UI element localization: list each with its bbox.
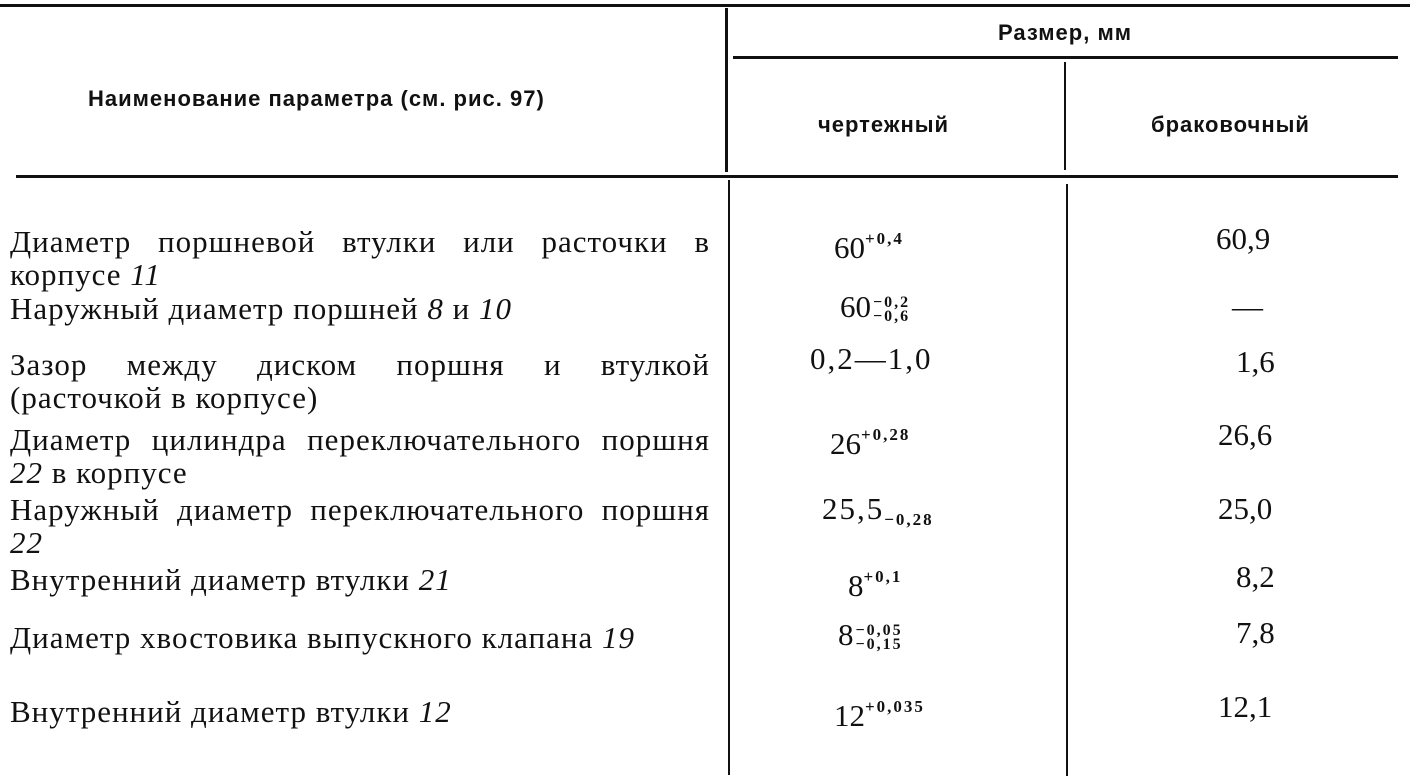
size-group-rule [733, 56, 1398, 59]
table-row-reject: 12,1 [1218, 689, 1273, 724]
table-row-reject: 1,6 [1236, 344, 1275, 379]
table-row-reject: 60,9 [1216, 221, 1271, 256]
table-row-param: Диаметр цилиндра переключательного поршня 22 в корпусе [10, 422, 710, 490]
table-row-param: Внутренний диаметр втулки 12 [10, 694, 452, 729]
table-row-param: Диаметр поршневой втулки или расточки в корпусе 11 [10, 224, 710, 292]
table-row-drawing: 0,2—1,0 [810, 341, 933, 376]
column-divider-left-body [728, 180, 730, 775]
table-row-drawing: $60^{+0,4}$ [834, 229, 904, 265]
table-row-drawing: $12^{+0,035}$ [834, 697, 925, 733]
param-column-header: Наименование параметра (см. рис. 97) [88, 86, 545, 111]
top-rule [0, 4, 1410, 7]
header-bottom-rule [16, 175, 1398, 178]
table-row-param: Наружный диаметр поршней 8 и 10 [10, 291, 512, 326]
table-row-param: Наружный диаметр переключательного поршня 22 [10, 492, 710, 560]
table-row-drawing: 8 −0,05 −0,15 [838, 617, 903, 653]
size-group-header: Размер, мм [998, 20, 1132, 45]
table-row-param: Зазор между диском поршня и втулкой (расточкой в корпусе) [10, 347, 710, 415]
table-row-drawing: 60 −0,2 −0,6 [840, 289, 911, 325]
column-divider-left [725, 8, 728, 172]
column-divider-right [1064, 62, 1066, 170]
table-row-param: Внутренний диаметр втулки 21 [10, 562, 452, 597]
table-row-reject: 26,6 [1218, 417, 1273, 452]
table-row-param: Диаметр хвостовика выпускного клапана 19 [10, 620, 635, 655]
table-row-reject: 7,8 [1236, 615, 1275, 650]
table-row-drawing: $26^{+0,28}$ [830, 425, 911, 461]
drawing-column-header: чертежный [818, 112, 950, 137]
table-row-reject: 25,0 [1218, 491, 1273, 526]
reject-column-header: браковочный [1151, 112, 1310, 137]
table-row-reject: — [1232, 289, 1263, 324]
table-row-reject: 8,2 [1236, 559, 1275, 594]
table-row-drawing: $8^{+0,1}$ [848, 567, 903, 603]
table-row-drawing: $25,5_{-0,28}$ [822, 491, 934, 529]
column-divider-right-body [1066, 184, 1068, 776]
